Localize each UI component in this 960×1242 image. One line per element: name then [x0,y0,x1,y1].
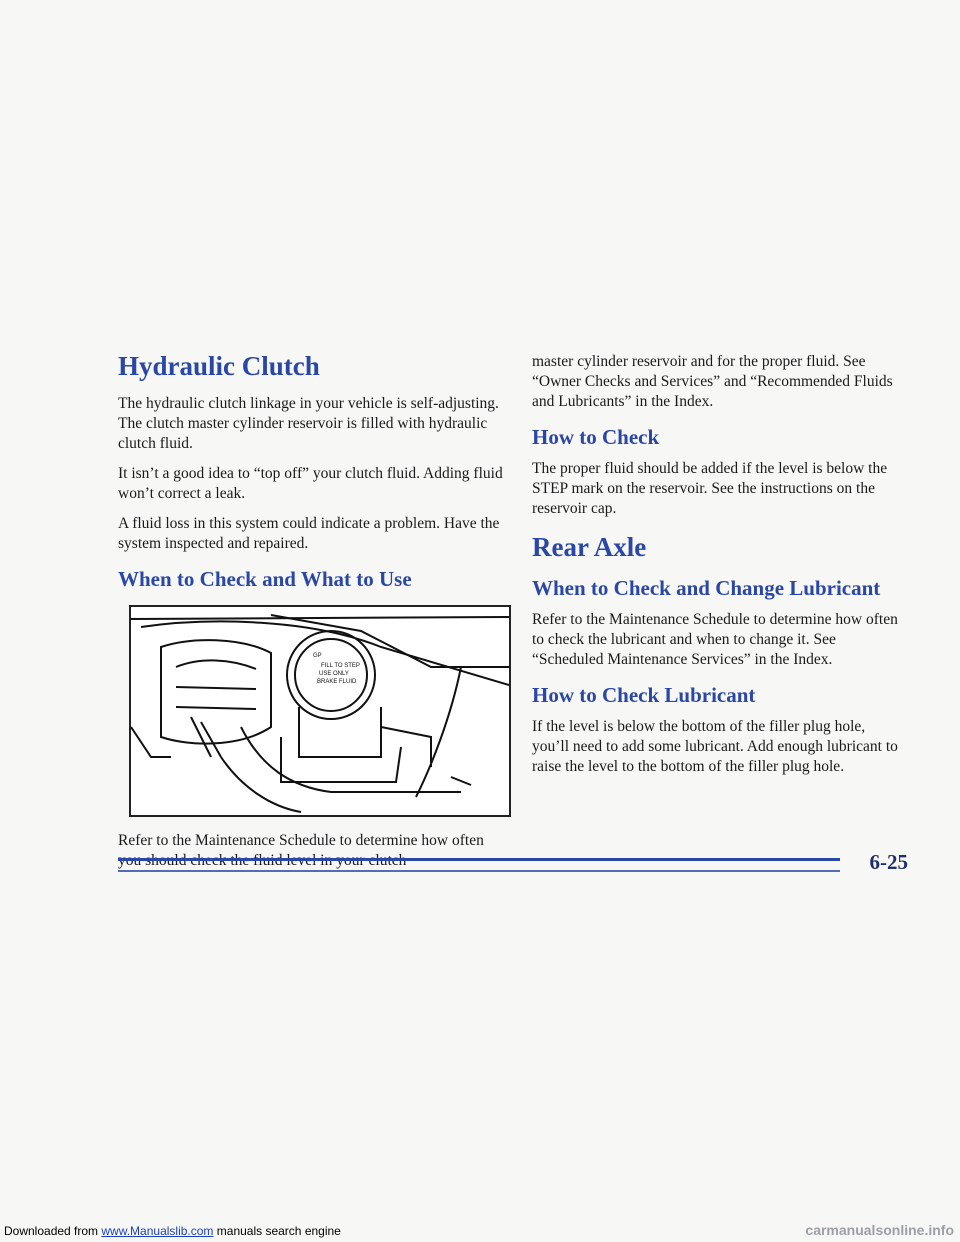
rule-line [118,858,840,861]
paragraph: Refer to the Maintenance Schedule to determine how often to check the lubricant and when to change it. See “Scheduled Maintenance Services” in the Index. [532,610,898,668]
rule-line [118,870,840,872]
footer-prefix: Downloaded from [4,1224,102,1238]
paragraph: The hydraulic clutch linkage in your vehicle is self-adjusting. The clutch master cylinder reservoir is filled with hydraulic clutch fluid. [118,394,499,452]
svg-text:FILL TO STEP: FILL TO STEP [321,662,360,669]
svg-text:USE ONLY: USE ONLY [319,670,349,677]
page-footer-rule [118,850,908,890]
svg-text:BRAKE FLUID: BRAKE FLUID [317,678,357,685]
subheading-how-to-check: How to Check [532,425,660,449]
clutch-reservoir-figure [129,605,511,817]
paragraph: It isn’t a good idea to “top off” your clutch fluid. Adding fluid won’t correct a leak. [118,464,503,502]
clutch-reservoir-icon [131,607,509,815]
watermark: carmanualsonline.info [805,1222,954,1238]
manualslib-link[interactable]: www.Manualslib.com [101,1224,214,1238]
download-footer [4,1224,341,1238]
footer-suffix: manuals search engine [213,1224,341,1238]
subheading-how-to-check-lubricant: How to Check Lubricant [532,682,756,707]
paragraph: If the level is below the bottom of the filler plug hole, you’ll need to add some lubricant. Add enough lubricant to raise the level to the bottom of the filler plug hole. [532,717,898,775]
right-column [532,352,904,787]
paragraph: master cylinder reservoir and for the proper fluid. See “Owner Checks and Services” and “Recommended Fluids and Lubricants” in the Index. [532,353,893,410]
subheading-when-to-check-lubricant: When to Check and Change Lubricant [532,575,881,600]
page-number: 6-25 [869,850,908,874]
section-title-rear-axle: Rear Axle [532,532,647,563]
paragraph: A fluid loss in this system could indicate a problem. Have the system inspected and repaired. [118,514,500,552]
paragraph: The proper fluid should be added if the level is below the STEP mark on the reservoir. See the instructions on the reservoir cap. [532,460,888,518]
section-title-hydraulic-clutch: Hydraulic Clutch [118,351,320,381]
subheading-when-to-check: When to Check and What to Use [118,566,412,591]
left-column [118,352,510,881]
paragraph: Refer to the Maintenance Schedule to determine how often [118,831,484,849]
svg-text:GP: GP [313,652,322,659]
